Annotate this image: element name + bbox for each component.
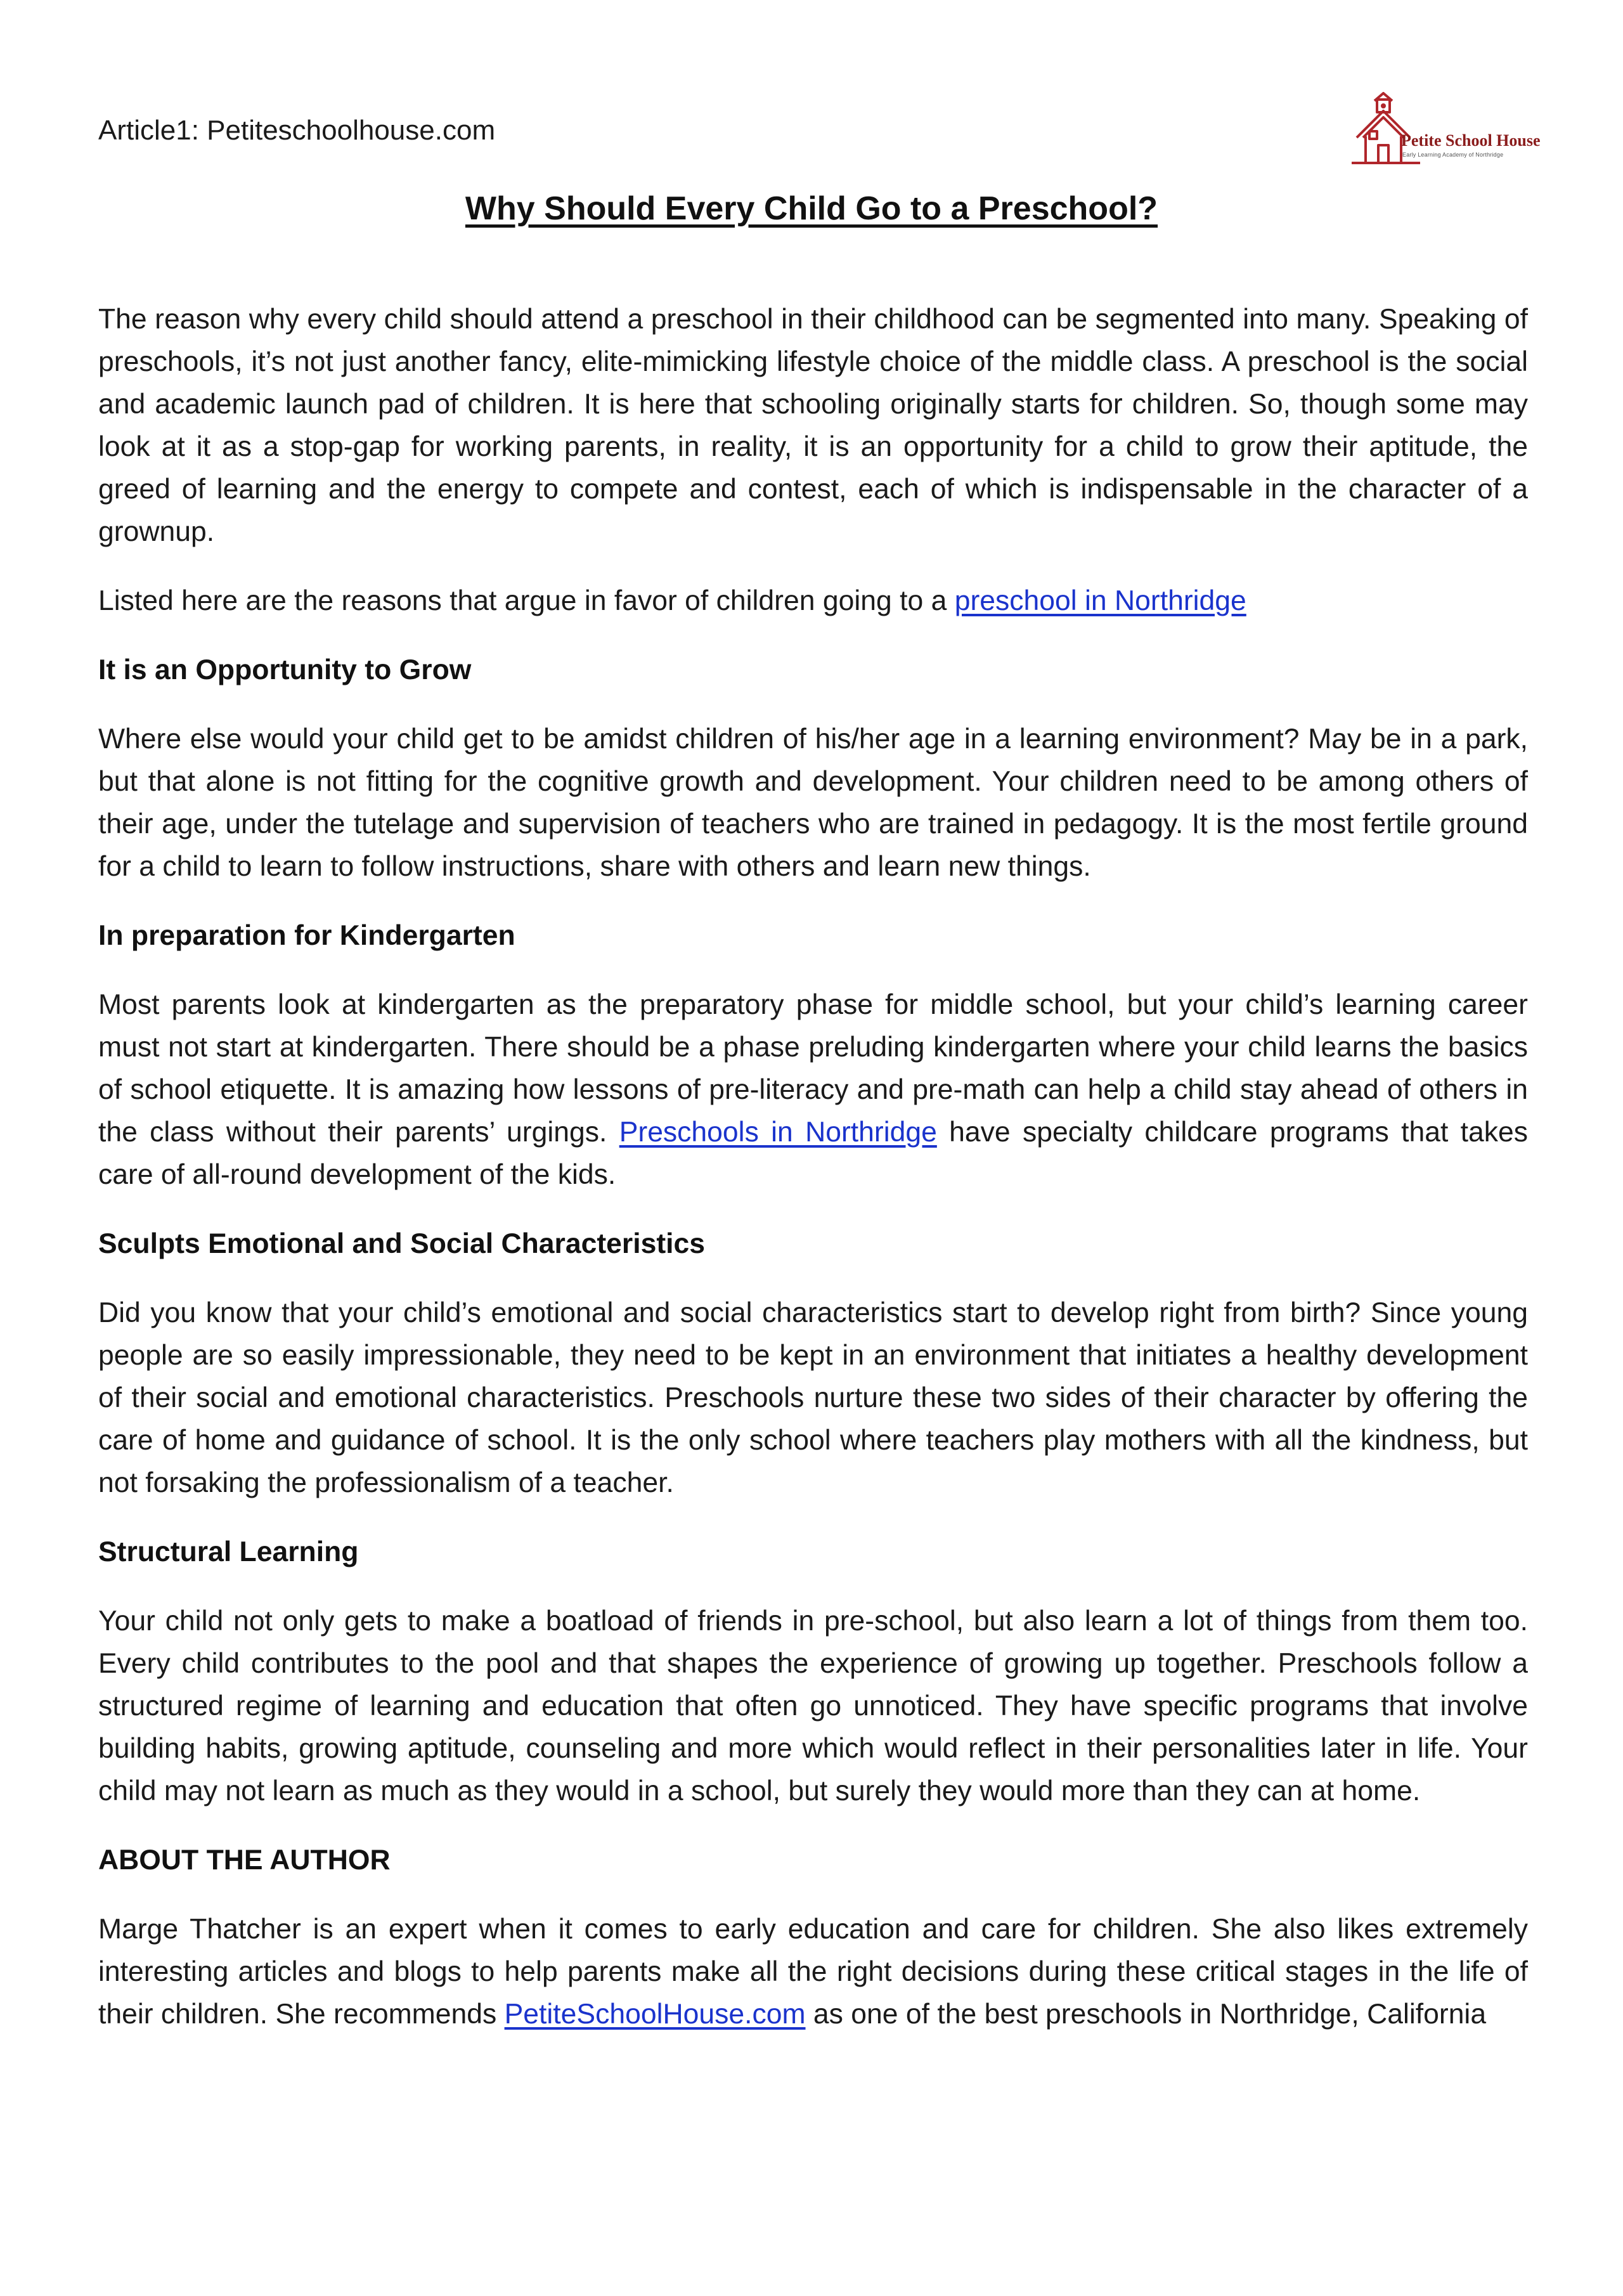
logo-name: Petite School House xyxy=(1401,131,1541,150)
section-heading-structural: Structural Learning xyxy=(98,1536,359,1567)
intro-paragraph: The reason why every child should attend a preschool in their childhood can be segmented into many. Speaking of preschools, it’s not just another fancy, elite-mimicking lifestyle choice of the middle class. A preschool is the social and academic launch pad of children. It is here that schooling originally starts for children. So, though some may look at it as a stop-gap for working parents, in reality, it is an opportunity for a child to grow their aptitude, the greed of learning and the energy to compete and contest, each of which is indispensable in the character of a grownup. xyxy=(98,304,1528,547)
petite-school-house-logo xyxy=(1344,92,1541,168)
preschools-northridge-link[interactable]: Preschools in Northridge xyxy=(619,1117,937,1148)
article-body xyxy=(98,298,1528,2035)
author-text-after: as one of the best preschools in Northridge, California xyxy=(805,1999,1487,2030)
section-body-kindergarten xyxy=(98,983,1528,1196)
section-body-grow: Where else would your child get to be amidst children of his/her age in a learning environment? May be in a park, but that alone is not fitting for the cognitive growth and development. Your children need to be among others of their age, under the tutelage and supervision of teachers who are trained in pedagogy. It is the most fertile ground for a child to learn to follow instructions, share with others and learn new things. xyxy=(98,723,1528,882)
article-label: Article1: Petiteschoolhouse.com xyxy=(98,115,496,146)
kindergarten-text-after: have specialty childcare programs that takes care of all-round development of the kids. xyxy=(98,1117,1529,1190)
kindergarten-text-before: Most parents look at kindergarten as the preparatory phase for middle school, but your child’s learning career must not start at kindergarten. There should be a phase preluding kindergarten where your child learns the basics of school etiquette. It is amazing how lessons of pre-literacy and pre-math can help a child stay ahead of others in the class without their parents’ urgings. xyxy=(98,989,1528,1148)
section-body-author xyxy=(98,1908,1528,2035)
section-heading-author: ABOUT THE AUTHOR xyxy=(98,1845,391,1876)
page-title: Why Should Every Child Go to a Preschool? xyxy=(465,190,1158,227)
logo-tagline: Early Learning Academy of Northridge xyxy=(1402,152,1504,158)
section-heading-kindergarten: In preparation for Kindergarten xyxy=(98,920,515,951)
section-heading-grow: It is an Opportunity to Grow xyxy=(98,654,472,685)
reasons-paragraph xyxy=(98,580,1528,622)
preschool-northridge-link[interactable]: preschool in Northridge xyxy=(954,585,1246,616)
reasons-text: Listed here are the reasons that argue in favor of children going to a xyxy=(98,585,955,616)
author-text-before: Marge Thatcher is an expert when it comes to early education and care for children. She also likes extremely interesting articles and blogs to help parents make all the right decisions during these critical stages in the life of their children. She recommends xyxy=(98,1914,1528,2030)
section-heading-emotional: Sculpts Emotional and Social Characteristics xyxy=(98,1228,706,1259)
section-body-structural: Your child not only gets to make a boatload of friends in pre-school, but also learn a lot of things from them too. Every child contributes to the pool and that shapes the experience of growing up together. Preschools follow a structured regime of learning and education that often go unnoticed. They have specific programs that involve building habits, growing aptitude, counseling and more which would reflect in their personalities later in life. Your child may not learn as much as they would in a school, but surely they would more than they can at home. xyxy=(98,1605,1528,1806)
petiteschoolhouse-link[interactable]: PetiteSchoolHouse.com xyxy=(504,1999,806,2030)
section-body-emotional: Did you know that your child’s emotional and social characteristics start to develop right from birth? Since young people are so easily impressionable, they need to be kept in an environment that initiates a healthy development of their social and emotional characteristics. Preschools nurture these two sides of their character by offering the care of home and guidance of school. It is the only school where teachers play mothers with all the kindness, but not forsaking the professionalism of a teacher. xyxy=(98,1297,1528,1498)
